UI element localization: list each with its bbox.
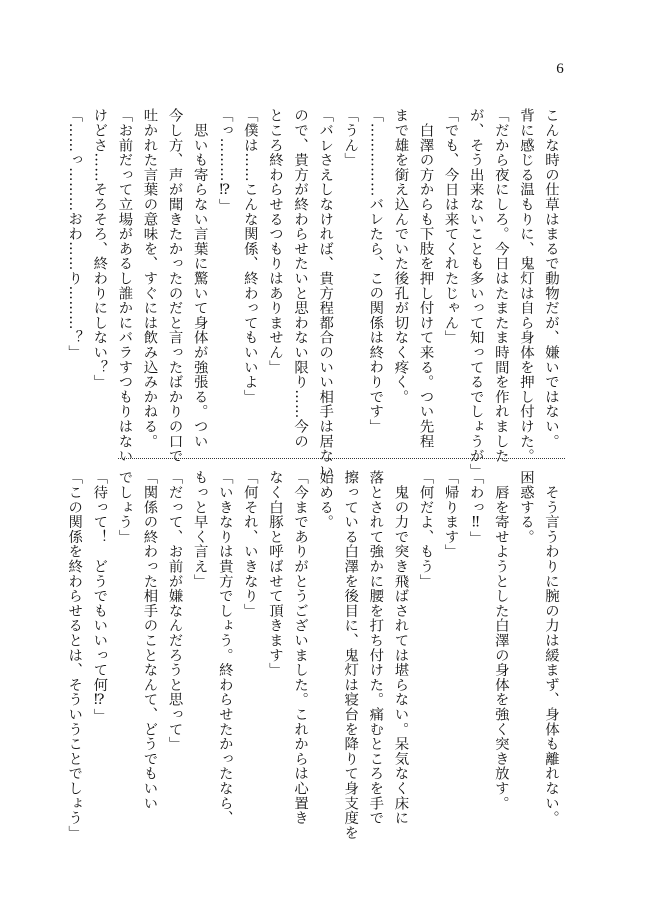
text-line: 困惑する。 <box>517 470 534 544</box>
text-line: 「だから夜にしろ。今日はたまたま時間を作れました <box>492 108 509 464</box>
text-line: 「この関係を終わらせるとは、そういうことでしょう」 <box>66 470 83 840</box>
text-line: 白澤の方からも下肢を押し付けて来る。つい先程 <box>417 108 434 449</box>
text-line: 「いきなりは貴方でしょう。終わらせたかったなら、 <box>216 470 233 826</box>
text-line: こんな時の仕草はまるで動物だが、嫌いではない。 <box>543 108 559 449</box>
page-number: 6 <box>556 61 564 77</box>
text-line: が、そう出来ないことも多いって知ってるでしょうが」 <box>467 108 484 478</box>
text-line: でしょう」 <box>116 470 133 544</box>
text-line: まで雄を銜え込んでいた後孔が切なく疼く。 <box>392 108 409 404</box>
text-line: 「バレさえしなければ、貴方程都合のいい相手は居ない <box>317 108 334 478</box>
text-line: 「何だよ、もう」 <box>417 470 434 589</box>
text-line: 「関係の終わった相手のことなんて、どうでもいい <box>141 470 158 811</box>
text-line: 始める。 <box>317 470 334 530</box>
text-line: ので、貴方が終わらせたいと思わない限り……今の <box>292 108 309 449</box>
text-line: ところ終わらせるつもりはありません」 <box>266 108 283 375</box>
text-line: 「わっ‼」 <box>467 470 484 546</box>
text-line: 「でも、今日は来てくれたじゃん」 <box>442 108 459 345</box>
text-line: 「だって、お前が嫌なんだろうと思って」 <box>166 470 183 752</box>
text-line: 「僕は……こんな関係、終わってもいいよ」 <box>241 108 258 404</box>
text-line: 今し方、声が聞きたかったのだと言ったばかりの口で <box>166 108 183 464</box>
text-line: 吐かれた言葉の意味を、すぐには飲み込みかねる。 <box>141 108 158 449</box>
top-text-block <box>61 108 563 478</box>
section-divider <box>118 458 565 459</box>
text-line: 「うん」 <box>342 108 359 168</box>
text-line: 「……………バレたら、この関係は終わりです」 <box>367 108 384 434</box>
text-line: けどさ……そろそろ、終わりにしない？」 <box>91 108 108 390</box>
text-line: もっと早く言え」 <box>191 470 208 589</box>
text-line: そう言うわりに腕の力は緩まず、身体も離れない。 <box>543 470 559 826</box>
text-line: 鬼の力で突き飛ばされては堪らない。呆気なく床に <box>392 470 409 826</box>
text-line: 唇を寄せようとした白澤の身体を強く突き放す。 <box>492 470 509 811</box>
text-line: 「今までありがとうございました。これからは心置き <box>292 470 309 826</box>
text-line: なく白豚と呼ばせて頂きます」 <box>266 470 283 678</box>
text-line: 「……っ………おわ……り………？」 <box>66 108 83 360</box>
bottom-text-block <box>61 470 563 840</box>
text-line: 「待って！ どうでもいいって何⁉」 <box>91 470 108 724</box>
text-line: 「帰ります」 <box>442 470 459 559</box>
text-line: 背に感じる温もりに、鬼灯は自ら身体を押し付けた。 <box>517 108 534 464</box>
text-line: 思いも寄らない言葉に驚いて身体が強張る。つい <box>191 108 208 449</box>
text-line: 落とされて強かに腰を打ち付けた。痛むところを手で <box>367 470 384 826</box>
text-line: 「何それ、いきなり」 <box>241 470 258 618</box>
text-line: 「っ………⁉」 <box>216 108 233 214</box>
text-line: 「お前だって立場があるし誰かにバラすつもりはない <box>116 108 133 464</box>
text-line: 擦っている白澤を後目に、鬼灯は寝台を降りて身支度を <box>342 470 359 840</box>
